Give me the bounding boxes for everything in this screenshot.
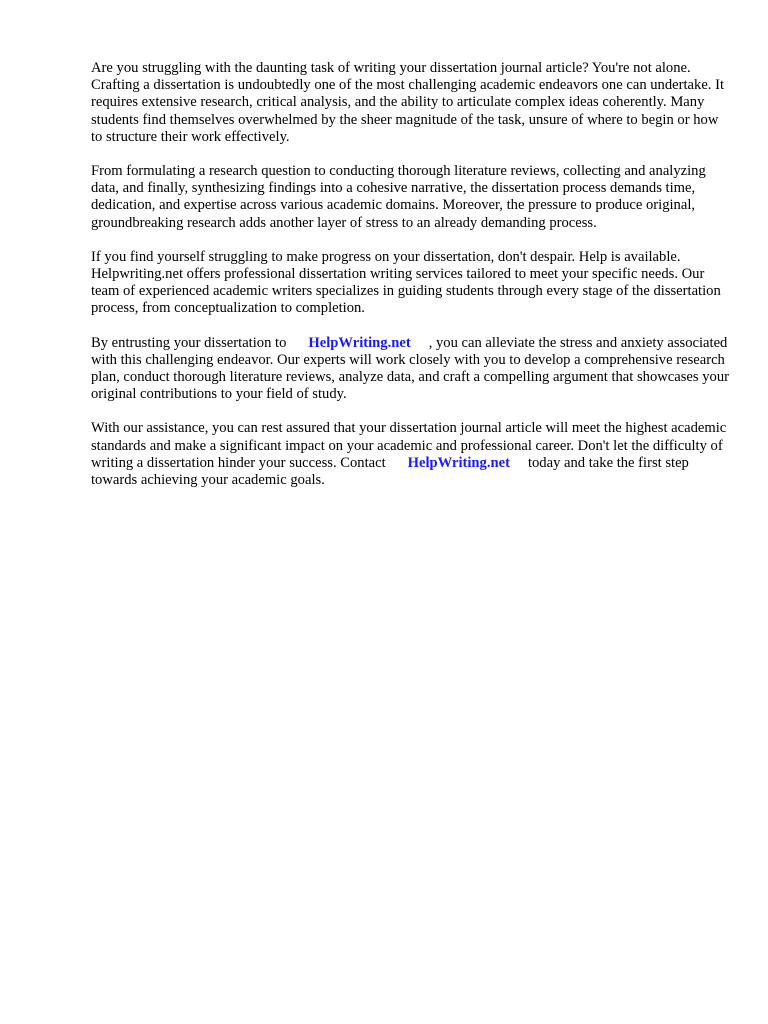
paragraph-5-text-before: With our assistance, you can rest assured that your dissertation journal article will meet the highest academic standards and make a significant impact on your academic and professional career. Don't let the difficulty of writing a dissertation hinder your success. Contact xyxy=(91,420,727,471)
helpwriting-link[interactable]: HelpWriting.net xyxy=(308,334,411,351)
document-body xyxy=(91,60,731,506)
paragraph-3: If you find yourself struggling to make progress on your dissertation, don't despair. Help is available. Helpwriting.net offers professional dissertation writing services tailored to meet your specific needs. Our team of experienced academic writers specializes in guiding students through every stage of the dissertation process, from conceptualization to completion. xyxy=(91,248,721,317)
paragraph-1: Are you struggling with the daunting task of writing your dissertation journal article? You're not alone. Crafting a dissertation is undoubtedly one of the most challenging academic endeavors one can undertake. It requires extensive research, critical analysis, and the ability to articulate complex ideas coherently. Many students find themselves overwhelmed by the sheer magnitude of the task, unsure of where to begin or how to structure their work effectively. xyxy=(91,60,725,145)
helpwriting-link[interactable]: HelpWriting.net xyxy=(407,454,510,471)
paragraph-4-text-after: , you can alleviate the stress and anxiety associated with this challenging endeavor. Our experts will work closely with you to develop a comprehensive research plan, conduct thorough literature reviews, analyze data, and craft a compelling argument that showcases your original contributions to your field of study. xyxy=(91,334,729,403)
paragraph-5 xyxy=(91,420,731,489)
paragraph-2: From formulating a research question to conducting thorough literature reviews, collecting and analyzing data, and finally, synthesizing findings into a cohesive narrative, the dissertation process demands time, dedication, and expertise across various academic domains. Moreover, the pressure to produce original, groundbreaking research adds another layer of stress to an already demanding process. xyxy=(91,163,706,231)
paragraph-4 xyxy=(91,335,731,404)
paragraph-4-text-before: By entrusting your dissertation to xyxy=(91,334,287,351)
paragraph-5-text-after: today and take the first step towards achieving your academic goals. xyxy=(91,454,689,489)
